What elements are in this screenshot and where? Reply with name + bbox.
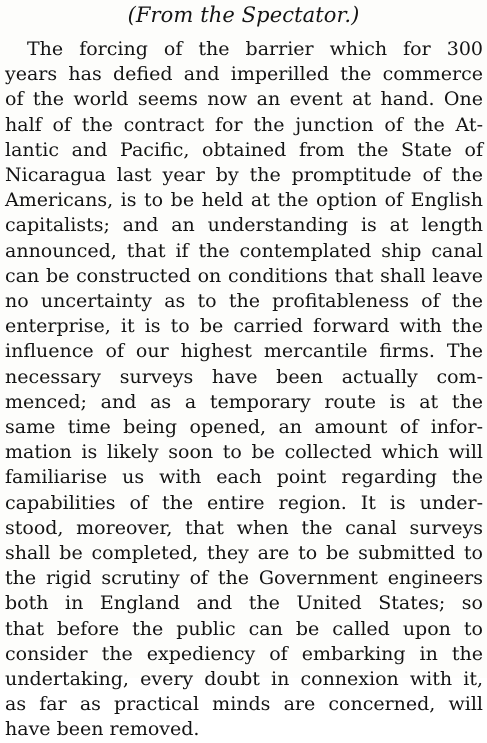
text-line: that before the public can be called upon to xyxy=(5,617,483,640)
text-line: stood, moreover, that when the canal surveys xyxy=(5,516,483,539)
text-line: familiarise us with each point regarding the xyxy=(5,466,483,489)
text-line: menced; and as a temporary route is at the xyxy=(5,390,483,413)
article-paragraph xyxy=(5,37,483,743)
text-line: undertaking, every doubt in connexion with it, xyxy=(5,668,483,691)
text-line: mation is likely soon to be collected which will xyxy=(5,441,483,464)
text-line: can be constructed on conditions that shall leave xyxy=(5,264,483,287)
text-line: both in England and the United States; so xyxy=(5,592,483,615)
text-line: capitalists; and an understanding is at length xyxy=(5,214,483,237)
text-line: capabilities of the entire region. It is under- xyxy=(5,491,483,514)
text-line: consider the expediency of embarking in the xyxy=(5,642,483,665)
text-line: Nicaragua last year by the promptitude of the xyxy=(5,164,483,187)
text-line: as far as practical minds are concerned, will xyxy=(5,693,483,716)
text-line: years has defied and imperilled the commerce xyxy=(5,63,483,86)
text-line: of the world seems now an event at hand. One xyxy=(5,88,483,111)
text-line: shall be completed, they are to be submitted to xyxy=(5,542,483,565)
text-line: Americans, is to be held at the option of English xyxy=(5,189,483,212)
text-line: have been removed. xyxy=(5,718,200,741)
text-line: influence of our highest mercantile firms. The xyxy=(5,340,483,363)
text-line: no uncertainty as to the profitableness of the xyxy=(5,290,483,313)
text-line: announced, that if the contemplated ship canal xyxy=(5,239,483,262)
text-line: half of the contract for the junction of the At- xyxy=(5,113,483,136)
text-line: lantic and Pacific, obtained from the State of xyxy=(5,138,483,161)
text-line: The forcing of the barrier which for 300 xyxy=(27,38,483,60)
text-line: enterprise, it is to be carried forward with the xyxy=(5,315,483,338)
text-line: same time being opened, an amount of infor- xyxy=(5,416,483,439)
source-heading: (From the Spectator.) xyxy=(127,3,360,27)
text-line: necessary surveys have been actually com- xyxy=(5,365,483,388)
text-line: the rigid scrutiny of the Government engineers xyxy=(5,567,483,590)
